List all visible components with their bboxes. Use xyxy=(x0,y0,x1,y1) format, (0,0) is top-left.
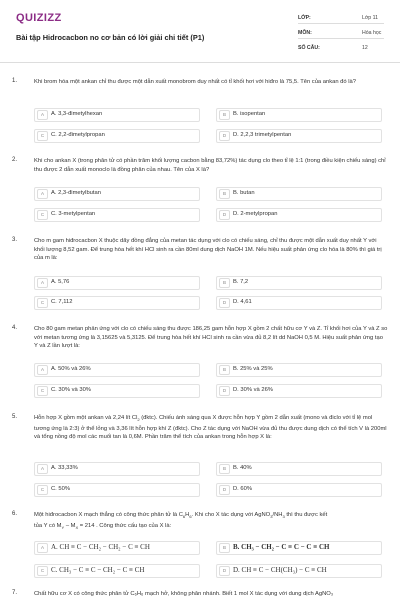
option-text: D. CH ≡ C − CH(CH₃) − C ≡ CH xyxy=(233,566,327,574)
option-letter: A xyxy=(37,110,48,120)
document-title: Bài tập Hidrocacbon no cơ bản có lời giải chi tiết (P1) xyxy=(16,33,205,42)
meta-key: MÔN: xyxy=(298,30,312,36)
option-text: C. 30% và 30% xyxy=(51,387,91,393)
option-b[interactable] xyxy=(216,187,382,201)
option-d[interactable] xyxy=(216,483,382,497)
option-letter: B xyxy=(219,189,230,199)
question-number: 3. xyxy=(12,237,18,243)
option-b[interactable] xyxy=(216,108,382,122)
question-text: Hỗn hợp X gồm một ankan và 2,24 lít $Cl_2$ (đktc). Chiếu ánh sáng qua X được hỗn hợp Y gồm 2 dẫn xuất (mono và điclo với tỉ lệ mol tương ứng là 2:3) ở thể lỏng và 3,36 lít hỗn hợp khí Z (đktc). Cho Z tác dụng với NaOH vừa đủ thu được dung dịch có thể tích V là 200ml và tổng nồng độ mol các muối tan là 0,6M. Phần trăm thể tích của ankan trong hỗn hợp X là: xyxy=(34,415,387,441)
option-text: C. 50% xyxy=(51,486,71,492)
option-letter: A xyxy=(37,464,48,474)
option-a[interactable] xyxy=(34,276,200,290)
question-2 xyxy=(12,157,388,227)
option-letter: B xyxy=(219,278,230,288)
option-text: C. 2,2-đimetylpropan xyxy=(51,132,105,138)
question-number: 6. xyxy=(12,511,18,517)
option-letter: D xyxy=(219,386,230,396)
meta-key: SỐ CÂU: xyxy=(298,45,320,51)
option-text: B. 25% và 25% xyxy=(233,366,273,372)
option-c[interactable] xyxy=(34,296,200,310)
option-d[interactable] xyxy=(216,129,382,143)
option-c[interactable] xyxy=(34,384,200,398)
option-a[interactable] xyxy=(34,187,200,201)
question-number: 2. xyxy=(12,157,18,163)
option-letter: B xyxy=(219,110,230,120)
option-text: A. CH ≡ C − CH₂ − CH₂ − C ≡ CH xyxy=(51,543,150,551)
meta-value: Lớp 11 xyxy=(362,15,378,21)
option-text: A. 33,33% xyxy=(51,465,78,471)
question-text: Cho 80 gam metan phản ứng với clo có chiếu sáng thu được 186,25 gam hỗn hợp X gồm 2 chất hữu cơ Y và Z. Tỉ khối hơi của Y và Z so với metan tương ứng là 3,15625 và 5,3125. Để trung hòa hết khí HCl sinh ra cần vừa đủ 8,2 lít dd NaOH 0,5 M. Hiệu suất phản ứng tạo Y và Z lần lượt là: xyxy=(34,326,388,350)
option-letter: D xyxy=(219,298,230,308)
option-letter: D xyxy=(219,485,230,495)
option-letter: C xyxy=(37,131,48,141)
option-b[interactable] xyxy=(216,462,382,476)
option-text: B. butan xyxy=(233,190,255,196)
option-text: B. 40% xyxy=(233,465,252,471)
option-d[interactable] xyxy=(216,296,382,310)
option-letter: D xyxy=(219,566,230,576)
option-a[interactable] xyxy=(34,541,200,555)
option-b[interactable] xyxy=(216,276,382,290)
option-letter: C xyxy=(37,386,48,396)
question-number: 4. xyxy=(12,325,18,331)
document-header xyxy=(0,0,400,63)
meta-value: 12 xyxy=(362,45,368,51)
question-7 xyxy=(12,590,388,602)
question-text: Khi cho ankan X (trong phân tử có phần trăm khối lượng cacbon bằng 83,72%) tác dụng clo theo tỉ lệ 1:1 (trong điều kiện chiếu sáng) chỉ thu được 2 dẫn xuất monoclo là đồng phân của nhau. Tên của X là? xyxy=(34,158,386,173)
meta-value: Hóa học xyxy=(362,30,382,36)
option-text: B. isopentan xyxy=(233,111,266,117)
option-text: D. 2,2,3 trimetylpentan xyxy=(233,132,292,138)
option-text: B. CH₃ − CH₂ − C ≡ C − C ≡ CH xyxy=(233,543,330,551)
option-text: B. 7,2 xyxy=(233,279,249,285)
option-letter: B xyxy=(219,543,230,553)
option-d[interactable] xyxy=(216,208,382,222)
option-b[interactable] xyxy=(216,363,382,377)
divider xyxy=(298,23,384,24)
option-text: D. 2-metylpropan xyxy=(233,211,278,217)
question-number: 5. xyxy=(12,414,18,420)
question-number: 7. xyxy=(12,590,18,596)
question-3 xyxy=(12,237,388,317)
question-4 xyxy=(12,325,388,407)
option-letter: C xyxy=(37,566,48,576)
option-letter: D xyxy=(219,131,230,141)
option-letter: C xyxy=(37,298,48,308)
option-letter: B xyxy=(219,365,230,375)
meta-key: LỚP: xyxy=(298,15,311,21)
option-text: A. 50% và 26% xyxy=(51,366,91,372)
option-text: A. 3,3-đimetylhexan xyxy=(51,111,103,117)
option-letter: B xyxy=(219,464,230,474)
question-text: Khi brom hóa một ankan chỉ thu được một dẫn xuất monobrom duy nhất có tỉ khối hơi với hiđro là 75,5. Tên của ankan đó là? xyxy=(34,79,356,85)
option-letter: A xyxy=(37,365,48,375)
option-text: A. 5,76 xyxy=(51,279,70,285)
option-c[interactable] xyxy=(34,129,200,143)
option-a[interactable] xyxy=(34,363,200,377)
option-text: C. CH₃ − C ≡ C − CH₂ − C ≡ CH xyxy=(51,566,145,574)
option-c[interactable] xyxy=(34,564,200,578)
question-1 xyxy=(12,78,388,148)
option-text: C. 3-metylpentan xyxy=(51,211,96,217)
option-text: C. 7,112 xyxy=(51,299,73,305)
option-a[interactable] xyxy=(34,108,200,122)
question-5 xyxy=(12,414,388,506)
question-number: 1. xyxy=(12,78,18,84)
option-letter: A xyxy=(37,278,48,288)
option-text: D. 60% xyxy=(233,486,253,492)
question-text: Chất hữu cơ X có công thức phân tử C₆H₆ mạch hở, không phân nhánh. Biết 1 mol X tác dụng với dung dịch AgNO₃ xyxy=(34,591,334,597)
option-c[interactable] xyxy=(34,208,200,222)
option-letter: D xyxy=(219,210,230,220)
divider xyxy=(298,38,384,39)
quizizz-logo: QUIZIZZ xyxy=(16,12,62,24)
option-a[interactable] xyxy=(34,462,200,476)
option-letter: C xyxy=(37,485,48,495)
question-6 xyxy=(12,511,388,585)
option-letter: A xyxy=(37,543,48,553)
option-letter: A xyxy=(37,189,48,199)
option-text: A. 2,3-đimetylbutan xyxy=(51,190,101,196)
option-text: D. 4,61 xyxy=(233,299,252,305)
option-d[interactable] xyxy=(216,384,382,398)
option-letter: C xyxy=(37,210,48,220)
option-b[interactable] xyxy=(216,541,382,555)
option-d[interactable] xyxy=(216,564,382,578)
question-text: Cho m gam hiđrocacbon X thuộc dãy đồng đẳng của metan tác dụng với clo có chiếu sáng, chỉ thu được một dẫn xuất duy nhất Y với khối lượng 8,52 gam. Để trung hòa hết khí HCl sinh ra cần 80ml dung dịch NaOH 1M. Nếu hiệu suất phản ứng clo hóa là 80% thì giá trị của m là: xyxy=(34,238,382,262)
option-c[interactable] xyxy=(34,483,200,497)
question-text: Một hiđrocacbon X mạch thẳng có công thức phân tử là $C_6H_6$. Khi cho X tác dụng với $AgNO_3/NH_3$ thì thu được kết tủa Y có $M_Y - M_X = 214$ . Công thức cấu tạo của X là: xyxy=(34,512,328,530)
option-text: D. 30% và 26% xyxy=(233,387,273,393)
